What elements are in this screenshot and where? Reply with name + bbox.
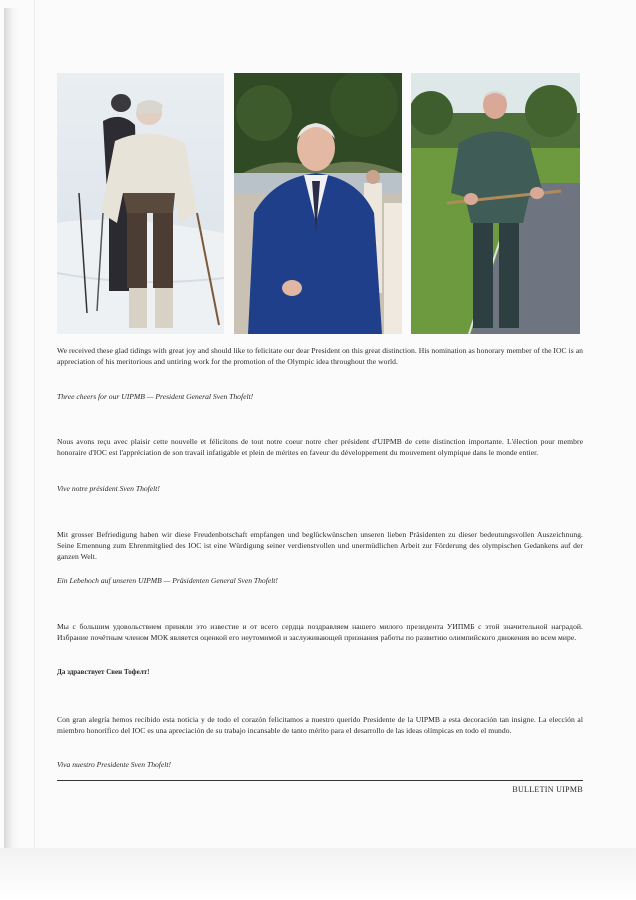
portrait-photo-icon [234, 73, 402, 334]
skiing-photo-icon [57, 73, 224, 334]
russian-cheer: Да здравствует Свен Тофелт! [57, 668, 150, 676]
russian-paragraph: Мы с большим удовольствием приняли это известие и от всего сердца поздравляем нашего милого президента УИПМБ с этой значительной наградой. Избрание почётным членом МОК является оценкой его неутомимой и заслуживающей признания работы по развитию олимпийского движения во всем мире. [57, 622, 583, 642]
binding-spine [4, 8, 18, 848]
footer-label: BULLETIN UIPMB [512, 785, 583, 794]
english-paragraph: We received these glad tidings with great joy and should like to felicitate our dear President on this great distinction. His nomination as honorary member of the IOC is an appreciation of his meritorious and untiring work for the promotion of the Olympic idea throughout the world. [57, 346, 583, 366]
photo-president-suit [234, 73, 402, 334]
photo-skiers [57, 73, 224, 334]
french-cheer: Vive notre président Sven Thofelt! [57, 484, 160, 493]
footer-rule [57, 780, 583, 781]
spanish-paragraph: Con gran alegría hemos recibido esta noticia y de todo el corazón felicitamos a nuestro querido Presidente de la UIPMB a esta decoración tan insigne. La elección al miembro honorífico del IOC es una apreciación de su trabajo incansable de tanto mérito para el desarrollo de las ideas olímpicas en todo el mundo. [57, 715, 583, 735]
german-paragraph: Mit grosser Befriedigung haben wir diese Freudenbotschaft empfangen und beglückwünschen unseren lieben Präsidenten zu dieser bedeutungsvollen Auszeichnung. Seine Ernennung zum Ehrenmitglied des IOC ist eine Würdigung seiner verdienstvollen und unermüdlichen Arbeit zur Förderung des olympischen Gedankens auf der ganzen Welt. [57, 530, 583, 561]
page-bottom-margin [0, 848, 636, 900]
page-edge-line [34, 0, 35, 900]
french-paragraph: Nous avons reçu avec plaisir cette nouvelle et félicitons de tout notre coeur notre cher président d'UIPMB de cette distinction importante. L'élection pour membre honoraire d'IOC est l'appréciation de son travail infatigable et plein de mérites en faveur du développement du mouvement olympique dans le monde entier. [57, 437, 583, 457]
german-cheer: Ein Lebehoch auf unseren UIPMB — Präsidenten General Sven Thofelt! [57, 576, 278, 585]
walking-photo-icon [411, 73, 580, 334]
english-cheer: Three cheers for our UIPMB — President General Sven Thofelt! [57, 392, 254, 401]
photo-walker [411, 73, 580, 334]
spanish-cheer: Viva nuestro Presidente Sven Thofelt! [57, 760, 172, 769]
